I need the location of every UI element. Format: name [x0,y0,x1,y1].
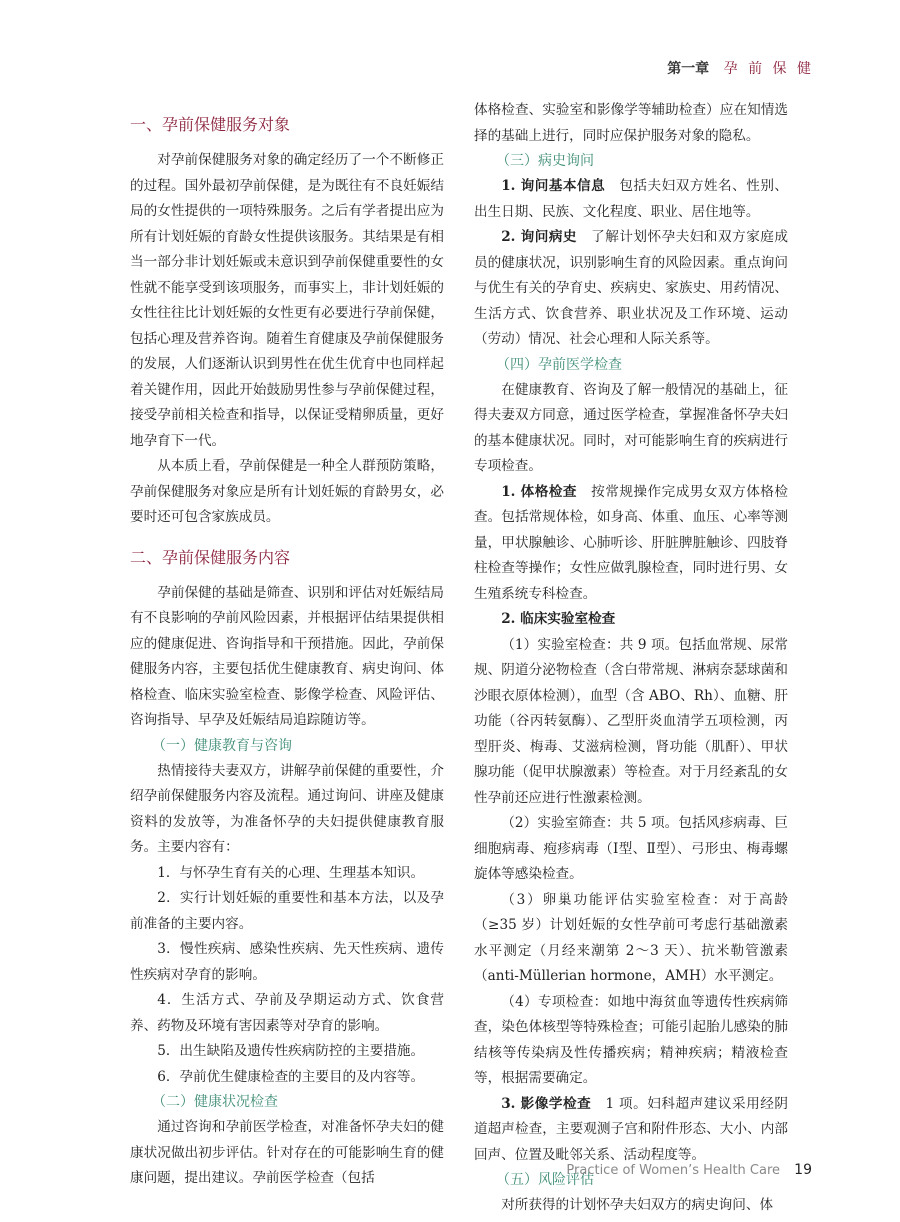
paragraph: 对孕前保健服务对象的确定经历了一个不断修正的过程。国外最初孕前保健，是为既往有不良妊娠结局的女性提供的一项特殊服务。之后有学者提出应为所有计划妊娠的育龄女性提供该服务。其结果是有相当一部分非计划妊娠或未意识到孕前保健重要性的女性就不能享受到该项服务，而事实上，非计划妊娠的女性往往比计划妊娠的女性更有必要进行孕前保健，包括心理及营养咨询。随着生育健康及孕前保健服务的发展，人们逐渐认识到男性在优生优育中也同样起着关键作用，因此开始鼓励男性参与孕前保健过程，接受孕前相关检查和指导，以保证受精卵质量，更好地孕育下一代。 [130,152,444,449]
paragraph: 对所获得的计划怀孕夫妇双方的病史询问、体 [501,1197,774,1213]
paragraph: 从本质上看，孕前保健是一种全人群预防策略，孕前保健服务对象应是所有计划妊娠的育龄男女，必要时还可包含家族成员。 [130,458,444,525]
item-title: 2. 临床实验室检查 [501,611,616,627]
paragraph [474,174,788,225]
item-title: 1. 体格检查 [501,483,578,500]
item-title: 2. 询问病史 [501,229,578,245]
paragraph [474,480,788,608]
list-item: 4．生活方式、孕前及孕期运动方式、饮食营养、药物及环境有害因素等对孕育的影响。 [130,992,444,1034]
subsection-heading: （一）健康教育与咨询 [152,737,292,754]
left-column [130,100,444,1192]
paragraph [474,1092,788,1169]
paragraph: 在健康教育、咨询及了解一般情况的基础上，征得夫妻双方同意，通过医学检查，掌握准备怀孕夫妇的基本健康状况。同时，对可能影响生育的疾病进行专项检查。 [474,381,788,474]
chapter-title: 孕 前 保 健 [723,61,814,77]
paragraph [474,225,788,353]
item-text: 了解计划怀孕夫妇和双方家庭成员的健康状况，识别影响生育的风险因素。重点询问与优生有关的孕育史、疾病史、家族史、用药情况、生活方式、饮食营养、职业状况及工作环境、运动（劳动）情况、社会心理和人际关系等。 [474,229,789,347]
item-text: 按常规操作完成男女双方体格检查。包括常规体检，如身高、体重、血压、心率等测量，甲状腺触诊、心肺听诊、肝脏脾脏触诊、四肢脊柱检查等操作；女性应做乳腺检查，同时进行男、女生殖系统专科检查。 [474,483,789,602]
chapter-number: 第一章 [667,61,710,77]
paragraph: （1）实验室检查：共 9 项。包括血常规、尿常规、阴道分泌物检查（含白带常规、淋病奈瑟球菌和沙眼衣原体检测），血型（含 ABO、Rh）、血糖、肝功能（谷丙转氨酶）、乙型肝炎血清学五项检测，丙型肝炎、梅毒、艾滋病检测，肾功能（肌酐）、甲状腺功能（促甲状腺激素）等检查。对于月经紊乱的女性孕前还应进行性激素检测。 [474,636,788,806]
list-item: 3．慢性疾病、感染性疾病、先天性疾病、遗传性疾病对孕育的影响。 [130,941,444,983]
list-item: 1．与怀孕生育有关的心理、生理基本知识。 [157,864,425,881]
running-footer [566,1162,812,1178]
book-title: Practice of Women’s Health Care [566,1163,781,1178]
running-header [667,58,814,78]
paragraph: 孕前保健的基础是筛查、识别和评估对妊娠结局有不良影响的孕前风险因素，并根据评估结果提供相应的健康促进、咨询指导和干预措施。因此，孕前保健服务内容，主要包括优生健康教育、病史询问、体格检查、临床实验室检查、影像学检查、风险评估、咨询指导、早孕及妊娠结局追踪随访等。 [130,584,444,728]
paragraph: （2）实验室筛查：共 5 项。包括风疹病毒、巨细胞病毒、疱疹病毒（Ⅰ型、Ⅱ型）、弓形虫、梅毒螺旋体等感染检查。 [474,815,788,882]
section-heading-2: 二、孕前保健服务内容 [130,547,291,567]
subsection-heading: （二）健康状况检查 [152,1094,278,1110]
paragraph: 体格检查、实验室和影像学等辅助检查）应在知情选择的基础上进行，同时应保护服务对象的隐私。 [474,102,788,144]
paragraph: （3）卵巢功能评估实验室检查：对于高龄（≥35 岁）计划妊娠的女性孕前可考虑行基础激素水平测定（月经来潮第 2～3 天）、抗米勒管激素（anti-Müllerian hormone，AMH）水平测定。 [474,891,788,984]
subsection-heading: （三）病史询问 [496,153,594,169]
item-text: 1 项。妇科超声建议采用经阴道超声检查，主要观测子宫和附件形态、大小、内部回声、位置及毗邻关系、活动程度等。 [474,1095,788,1163]
page-number: 19 [794,1162,812,1178]
paragraph: 通过咨询和孕前医学检查，对准备怀孕夫妇的健康状况做出初步评估。针对存在的可能影响生育的健康问题，提出建议。孕前医学检查（包括 [130,1119,444,1186]
section-heading-1: 一、孕前保健服务对象 [130,115,291,134]
paragraph: （4）专项检查：如地中海贫血等遗传性疾病筛查，染色体核型等特殊检查；可能引起胎儿感染的肺结核等传染病及性传播疾病；精神疾病；精液检查等，根据需要确定。 [474,993,788,1086]
item-title: 3. 影像学检查 [501,1095,592,1112]
subsection-heading: （四）孕前医学检查 [496,356,622,373]
subsection-heading: （五）风险评估 [496,1172,594,1188]
paragraph: 热情接待夫妻双方，讲解孕前保健的重要性，介绍孕前保健服务内容及流程。通过询问、讲座及健康资料的发放等，为准备怀孕的夫妇提供健康教育服务。主要内容有： [130,762,444,855]
list-item: 6．孕前优生健康检查的主要目的及内容等。 [157,1068,425,1085]
item-text: 包括夫妇双方姓名、性别、出生日期、民族、文化程度、职业、居住地等。 [474,178,789,220]
right-column [474,98,788,1219]
item-title: 1. 询问基本信息 [501,178,606,194]
list-item: 2．实行计划妊娠的重要性和基本方法，以及孕前准备的主要内容。 [130,890,444,932]
list-item: 5．出生缺陷及遗传性疾病防控的主要措施。 [157,1043,425,1059]
